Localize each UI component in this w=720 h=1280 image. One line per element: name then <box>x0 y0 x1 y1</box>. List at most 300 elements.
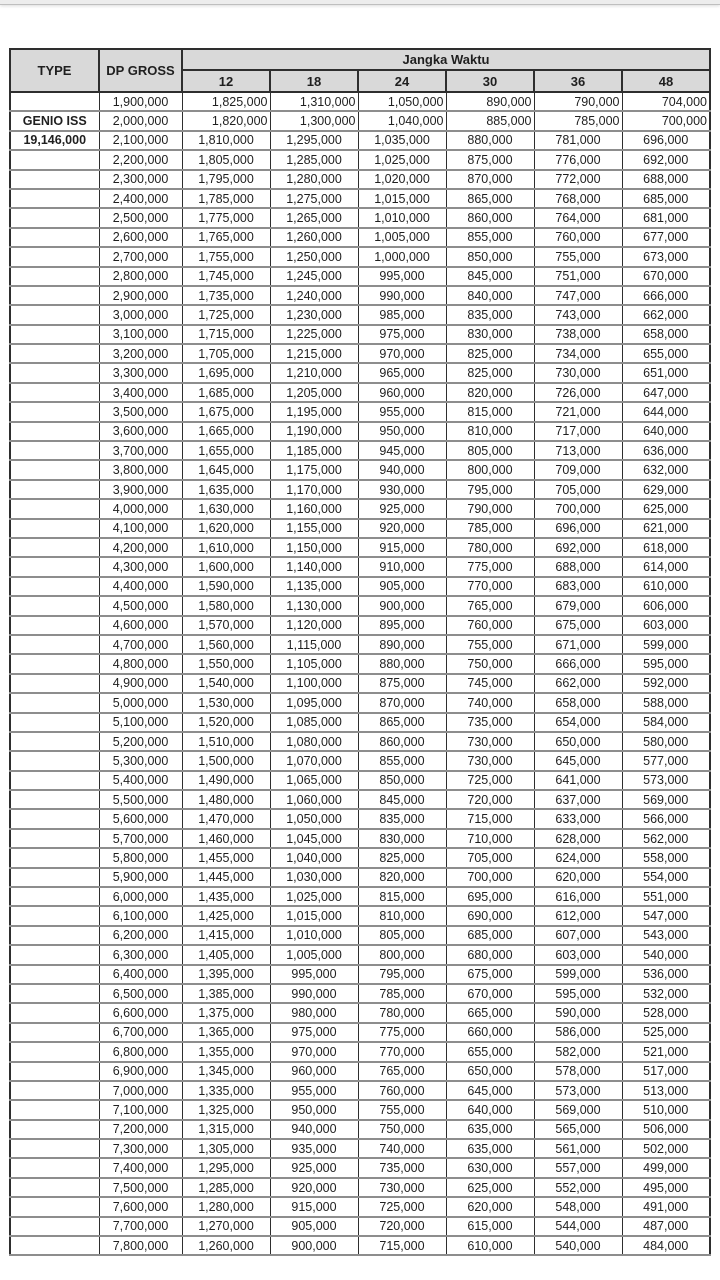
installment-cell: 895,000 <box>358 616 446 635</box>
installment-cell: 1,030,000 <box>270 868 358 887</box>
installment-cell: 990,000 <box>270 984 358 1003</box>
installment-cell: 790,000 <box>446 499 534 518</box>
installment-cell: 1,775,000 <box>182 208 270 227</box>
dp-gross-cell: 6,000,000 <box>99 887 182 906</box>
installment-cell: 675,000 <box>534 616 622 635</box>
installment-cell: 651,000 <box>622 363 710 382</box>
installment-cell: 1,275,000 <box>270 189 358 208</box>
installment-cell: 635,000 <box>446 1139 534 1158</box>
installment-cell: 1,185,000 <box>270 441 358 460</box>
installment-cell: 830,000 <box>358 829 446 848</box>
type-cell <box>10 170 99 189</box>
type-cell <box>10 654 99 673</box>
col-header-tenor-18: 18 <box>270 70 358 92</box>
installment-cell: 513,000 <box>622 1081 710 1100</box>
installment-cell: 825,000 <box>446 344 534 363</box>
dp-gross-cell: 2,300,000 <box>99 170 182 189</box>
type-cell <box>10 829 99 848</box>
type-cell <box>10 868 99 887</box>
type-cell <box>10 616 99 635</box>
dp-gross-cell: 7,700,000 <box>99 1217 182 1236</box>
table-row <box>10 150 710 169</box>
installment-cell: 528,000 <box>622 1003 710 1022</box>
installment-cell: 890,000 <box>446 92 534 111</box>
installment-cell: 1,435,000 <box>182 887 270 906</box>
installment-cell: 820,000 <box>446 383 534 402</box>
type-cell <box>10 460 99 479</box>
dp-gross-cell: 2,500,000 <box>99 208 182 227</box>
installment-cell: 1,695,000 <box>182 363 270 382</box>
installment-cell: 920,000 <box>270 1178 358 1197</box>
installment-cell: 945,000 <box>358 441 446 460</box>
dp-gross-cell: 6,300,000 <box>99 945 182 964</box>
installment-cell: 1,175,000 <box>270 460 358 479</box>
installment-cell: 740,000 <box>446 693 534 712</box>
type-cell <box>10 1042 99 1061</box>
installment-cell: 510,000 <box>622 1100 710 1119</box>
installment-cell: 770,000 <box>358 1042 446 1061</box>
installment-cell: 491,000 <box>622 1197 710 1216</box>
installment-cell: 1,705,000 <box>182 344 270 363</box>
type-cell <box>10 228 99 247</box>
installment-cell: 660,000 <box>446 1023 534 1042</box>
installment-cell: 629,000 <box>622 480 710 499</box>
installment-cell: 1,250,000 <box>270 247 358 266</box>
installment-cell: 850,000 <box>358 771 446 790</box>
installment-cell: 751,000 <box>534 267 622 286</box>
installment-cell: 955,000 <box>270 1081 358 1100</box>
installment-cell: 726,000 <box>534 383 622 402</box>
table-row <box>10 887 710 906</box>
table-row <box>10 1178 710 1197</box>
installment-cell: 990,000 <box>358 286 446 305</box>
installment-cell: 655,000 <box>446 1042 534 1061</box>
installment-cell: 815,000 <box>446 402 534 421</box>
installment-cell: 1,405,000 <box>182 945 270 964</box>
installment-cell: 599,000 <box>622 635 710 654</box>
installment-cell: 618,000 <box>622 538 710 557</box>
installment-cell: 624,000 <box>534 848 622 867</box>
table-row <box>10 557 710 576</box>
dp-gross-cell: 3,200,000 <box>99 344 182 363</box>
installment-cell: 1,280,000 <box>270 170 358 189</box>
installment-cell: 582,000 <box>534 1042 622 1061</box>
type-cell <box>10 1081 99 1100</box>
installment-cell: 1,285,000 <box>270 150 358 169</box>
type-cell <box>10 887 99 906</box>
installment-cell: 1,010,000 <box>270 926 358 945</box>
installment-cell: 580,000 <box>622 732 710 751</box>
table-row <box>10 809 710 828</box>
installment-cell: 940,000 <box>270 1120 358 1139</box>
type-cell <box>10 247 99 266</box>
installment-cell: 810,000 <box>358 906 446 925</box>
installment-cell: 1,415,000 <box>182 926 270 945</box>
type-cell <box>10 1178 99 1197</box>
installment-cell: 785,000 <box>534 111 622 130</box>
installment-cell: 1,095,000 <box>270 693 358 712</box>
table-row <box>10 693 710 712</box>
installment-cell: 1,480,000 <box>182 790 270 809</box>
installment-cell: 1,205,000 <box>270 383 358 402</box>
installment-cell: 1,025,000 <box>270 887 358 906</box>
installment-cell: 1,005,000 <box>358 228 446 247</box>
table-row <box>10 965 710 984</box>
installment-cell: 1,155,000 <box>270 519 358 538</box>
installment-cell: 1,735,000 <box>182 286 270 305</box>
top-divider-strip <box>0 0 720 5</box>
installment-cell: 635,000 <box>446 1120 534 1139</box>
installment-cell: 1,825,000 <box>182 92 270 111</box>
installment-cell: 569,000 <box>622 790 710 809</box>
installment-cell: 499,000 <box>622 1158 710 1177</box>
installment-cell: 1,785,000 <box>182 189 270 208</box>
installment-cell: 1,570,000 <box>182 616 270 635</box>
type-cell <box>10 751 99 770</box>
installment-cell: 673,000 <box>622 247 710 266</box>
dp-gross-cell: 7,200,000 <box>99 1120 182 1139</box>
type-cell <box>10 1139 99 1158</box>
table-row <box>10 1217 710 1236</box>
installment-cell: 780,000 <box>446 538 534 557</box>
type-cell <box>10 713 99 732</box>
installment-cell: 536,000 <box>622 965 710 984</box>
installment-cell: 655,000 <box>622 344 710 363</box>
installment-cell: 870,000 <box>358 693 446 712</box>
dp-gross-cell: 3,000,000 <box>99 305 182 324</box>
installment-cell: 845,000 <box>446 267 534 286</box>
installment-cell: 700,000 <box>534 499 622 518</box>
installment-cell: 780,000 <box>358 1003 446 1022</box>
type-cell <box>10 732 99 751</box>
type-cell <box>10 267 99 286</box>
installment-cell: 685,000 <box>446 926 534 945</box>
installment-cell: 1,455,000 <box>182 848 270 867</box>
installment-cell: 775,000 <box>446 557 534 576</box>
table-row <box>10 344 710 363</box>
installment-cell: 595,000 <box>622 654 710 673</box>
dp-gross-cell: 4,900,000 <box>99 674 182 693</box>
installment-cell: 705,000 <box>446 848 534 867</box>
installment-cell: 1,170,000 <box>270 480 358 499</box>
installment-cell: 551,000 <box>622 887 710 906</box>
installment-cell: 584,000 <box>622 713 710 732</box>
installment-cell: 565,000 <box>534 1120 622 1139</box>
installment-cell: 865,000 <box>358 713 446 732</box>
col-header-jangka-waktu: Jangka Waktu <box>182 49 710 70</box>
installment-cell: 900,000 <box>270 1236 358 1255</box>
installment-cell: 566,000 <box>622 809 710 828</box>
table-row <box>10 363 710 382</box>
type-cell <box>10 1003 99 1022</box>
dp-gross-cell: 6,100,000 <box>99 906 182 925</box>
dp-gross-cell: 2,600,000 <box>99 228 182 247</box>
installment-cell: 995,000 <box>270 965 358 984</box>
installment-cell: 1,225,000 <box>270 325 358 344</box>
installment-cell: 547,000 <box>622 906 710 925</box>
installment-cell: 1,460,000 <box>182 829 270 848</box>
type-cell <box>10 1023 99 1042</box>
installment-cell: 970,000 <box>358 344 446 363</box>
dp-gross-cell: 3,600,000 <box>99 422 182 441</box>
installment-cell: 1,635,000 <box>182 480 270 499</box>
installment-cell: 900,000 <box>358 596 446 615</box>
table-row <box>10 1100 710 1119</box>
installment-cell: 970,000 <box>270 1042 358 1061</box>
installment-cell: 614,000 <box>622 557 710 576</box>
installment-cell: 1,025,000 <box>358 150 446 169</box>
table-row <box>10 1139 710 1158</box>
dp-gross-cell: 7,300,000 <box>99 1139 182 1158</box>
installment-cell: 665,000 <box>446 1003 534 1022</box>
dp-gross-cell: 4,100,000 <box>99 519 182 538</box>
installment-cell: 755,000 <box>446 635 534 654</box>
installment-cell: 765,000 <box>358 1062 446 1081</box>
installment-cell: 1,195,000 <box>270 402 358 421</box>
installment-cell: 1,630,000 <box>182 499 270 518</box>
type-cell <box>10 557 99 576</box>
installment-cell: 860,000 <box>358 732 446 751</box>
installment-cell: 1,015,000 <box>358 189 446 208</box>
installment-cell: 543,000 <box>622 926 710 945</box>
table-row <box>10 1062 710 1081</box>
installment-cell: 890,000 <box>358 635 446 654</box>
installment-cell: 1,270,000 <box>182 1217 270 1236</box>
dp-gross-cell: 7,800,000 <box>99 1236 182 1255</box>
installment-cell: 662,000 <box>534 674 622 693</box>
installment-cell: 905,000 <box>358 577 446 596</box>
installment-cell: 675,000 <box>446 965 534 984</box>
installment-cell: 760,000 <box>358 1081 446 1100</box>
installment-cell: 1,445,000 <box>182 868 270 887</box>
installment-cell: 776,000 <box>534 150 622 169</box>
dp-gross-cell: 6,600,000 <box>99 1003 182 1022</box>
installment-cell: 502,000 <box>622 1139 710 1158</box>
installment-cell: 840,000 <box>446 286 534 305</box>
installment-cell: 595,000 <box>534 984 622 1003</box>
table-row <box>10 829 710 848</box>
installment-cell: 670,000 <box>622 267 710 286</box>
installment-cell: 688,000 <box>622 170 710 189</box>
installment-cell: 671,000 <box>534 635 622 654</box>
table-row <box>10 654 710 673</box>
installment-cell: 715,000 <box>446 809 534 828</box>
installment-cell: 1,230,000 <box>270 305 358 324</box>
installment-cell: 658,000 <box>534 693 622 712</box>
installment-cell: 950,000 <box>270 1100 358 1119</box>
installment-cell: 1,085,000 <box>270 713 358 732</box>
type-cell <box>10 771 99 790</box>
installment-cell: 820,000 <box>358 868 446 887</box>
installment-cell: 700,000 <box>446 868 534 887</box>
installment-cell: 1,470,000 <box>182 809 270 828</box>
dp-gross-cell: 5,700,000 <box>99 829 182 848</box>
installment-cell: 1,645,000 <box>182 460 270 479</box>
table-row <box>10 984 710 1003</box>
dp-gross-cell: 3,400,000 <box>99 383 182 402</box>
installment-cell: 658,000 <box>622 325 710 344</box>
installment-cell: 603,000 <box>534 945 622 964</box>
table-row <box>10 906 710 925</box>
installment-cell: 1,305,000 <box>182 1139 270 1158</box>
installment-cell: 630,000 <box>446 1158 534 1177</box>
dp-gross-cell: 5,400,000 <box>99 771 182 790</box>
installment-cell: 1,610,000 <box>182 538 270 557</box>
installment-cell: 540,000 <box>622 945 710 964</box>
table-row <box>10 422 710 441</box>
installment-cell: 795,000 <box>446 480 534 499</box>
table-row <box>10 460 710 479</box>
installment-cell: 632,000 <box>622 460 710 479</box>
installment-cell: 925,000 <box>270 1158 358 1177</box>
installment-cell: 487,000 <box>622 1217 710 1236</box>
dp-gross-cell: 5,800,000 <box>99 848 182 867</box>
table-row <box>10 848 710 867</box>
installment-cell: 633,000 <box>534 809 622 828</box>
installment-cell: 975,000 <box>358 325 446 344</box>
installment-cell: 495,000 <box>622 1178 710 1197</box>
installment-cell: 573,000 <box>534 1081 622 1100</box>
type-cell <box>10 402 99 421</box>
installment-cell: 1,745,000 <box>182 267 270 286</box>
installment-cell: 805,000 <box>446 441 534 460</box>
installment-cell: 1,580,000 <box>182 596 270 615</box>
dp-gross-cell: 4,700,000 <box>99 635 182 654</box>
installment-cell: 666,000 <box>622 286 710 305</box>
installment-cell: 1,540,000 <box>182 674 270 693</box>
installment-cell: 578,000 <box>534 1062 622 1081</box>
col-header-type: TYPE <box>10 49 99 92</box>
installment-cell: 915,000 <box>270 1197 358 1216</box>
dp-gross-cell: 7,000,000 <box>99 1081 182 1100</box>
type-cell <box>10 906 99 925</box>
installment-cell: 905,000 <box>270 1217 358 1236</box>
installment-cell: 644,000 <box>622 402 710 421</box>
installment-cell: 637,000 <box>534 790 622 809</box>
table-row <box>10 732 710 751</box>
installment-cell: 1,510,000 <box>182 732 270 751</box>
installment-cell: 704,000 <box>622 92 710 111</box>
col-header-tenor-36: 36 <box>534 70 622 92</box>
installment-cell: 679,000 <box>534 596 622 615</box>
installment-cell: 835,000 <box>358 809 446 828</box>
installment-cell: 1,315,000 <box>182 1120 270 1139</box>
installment-cell: 875,000 <box>358 674 446 693</box>
installment-cell: 1,260,000 <box>182 1236 270 1255</box>
col-header-tenor-24: 24 <box>358 70 446 92</box>
installment-cell: 670,000 <box>446 984 534 1003</box>
installment-cell: 1,070,000 <box>270 751 358 770</box>
installment-cell: 650,000 <box>534 732 622 751</box>
table-row <box>10 616 710 635</box>
type-cell <box>10 945 99 964</box>
installment-cell: 1,245,000 <box>270 267 358 286</box>
installment-cell: 915,000 <box>358 538 446 557</box>
installment-cell: 1,100,000 <box>270 674 358 693</box>
installment-cell: 690,000 <box>446 906 534 925</box>
installment-cell: 965,000 <box>358 363 446 382</box>
table-row <box>10 441 710 460</box>
installment-cell: 880,000 <box>358 654 446 673</box>
installment-cell: 717,000 <box>534 422 622 441</box>
dp-gross-cell: 4,600,000 <box>99 616 182 635</box>
installment-cell: 715,000 <box>358 1236 446 1255</box>
installment-cell: 734,000 <box>534 344 622 363</box>
type-cell <box>10 596 99 615</box>
installment-cell: 573,000 <box>622 771 710 790</box>
installment-cell: 709,000 <box>534 460 622 479</box>
installment-cell: 1,500,000 <box>182 751 270 770</box>
installment-cell: 1,035,000 <box>358 131 446 150</box>
installment-cell: 1,715,000 <box>182 325 270 344</box>
installment-cell: 1,600,000 <box>182 557 270 576</box>
dp-gross-cell: 6,200,000 <box>99 926 182 945</box>
installment-cell: 975,000 <box>270 1023 358 1042</box>
installment-cell: 683,000 <box>534 577 622 596</box>
table-row <box>10 790 710 809</box>
installment-cell: 1,135,000 <box>270 577 358 596</box>
table-row <box>10 1236 710 1255</box>
installment-cell: 1,550,000 <box>182 654 270 673</box>
installment-cell: 1,395,000 <box>182 965 270 984</box>
installment-cell: 781,000 <box>534 131 622 150</box>
installment-cell: 1,265,000 <box>270 208 358 227</box>
installment-cell: 710,000 <box>446 829 534 848</box>
installment-cell: 985,000 <box>358 305 446 324</box>
installment-cell: 1,010,000 <box>358 208 446 227</box>
installment-cell: 1,215,000 <box>270 344 358 363</box>
type-cell <box>10 441 99 460</box>
installment-cell: 845,000 <box>358 790 446 809</box>
dp-gross-cell: 7,100,000 <box>99 1100 182 1119</box>
installment-cell: 738,000 <box>534 325 622 344</box>
table-row <box>10 131 710 150</box>
installment-cell: 625,000 <box>622 499 710 518</box>
installment-cell: 1,560,000 <box>182 635 270 654</box>
installment-cell: 640,000 <box>622 422 710 441</box>
installment-cell: 720,000 <box>358 1217 446 1236</box>
type-cell <box>10 1197 99 1216</box>
installment-cell: 1,675,000 <box>182 402 270 421</box>
type-cell <box>10 422 99 441</box>
installment-cell: 1,280,000 <box>182 1197 270 1216</box>
installment-cell: 1,295,000 <box>270 131 358 150</box>
installment-cell: 855,000 <box>358 751 446 770</box>
installment-cell: 1,210,000 <box>270 363 358 382</box>
installment-cell: 558,000 <box>622 848 710 867</box>
col-header-dp-gross: DP GROSS <box>99 49 182 92</box>
dp-gross-cell: 7,600,000 <box>99 1197 182 1216</box>
dp-gross-cell: 5,600,000 <box>99 809 182 828</box>
table-row <box>10 170 710 189</box>
installment-cell: 577,000 <box>622 751 710 770</box>
table-row <box>10 868 710 887</box>
installment-cell: 636,000 <box>622 441 710 460</box>
type-cell <box>10 984 99 1003</box>
table-row <box>10 402 710 421</box>
installment-cell: 735,000 <box>446 713 534 732</box>
installment-cell: 713,000 <box>534 441 622 460</box>
installment-cell: 532,000 <box>622 984 710 1003</box>
installment-cell: 1,120,000 <box>270 616 358 635</box>
dp-gross-cell: 3,100,000 <box>99 325 182 344</box>
table-row <box>10 1197 710 1216</box>
type-cell <box>10 383 99 402</box>
table-row <box>10 635 710 654</box>
installment-cell: 612,000 <box>534 906 622 925</box>
dp-gross-cell: 6,700,000 <box>99 1023 182 1042</box>
type-cell <box>10 635 99 654</box>
